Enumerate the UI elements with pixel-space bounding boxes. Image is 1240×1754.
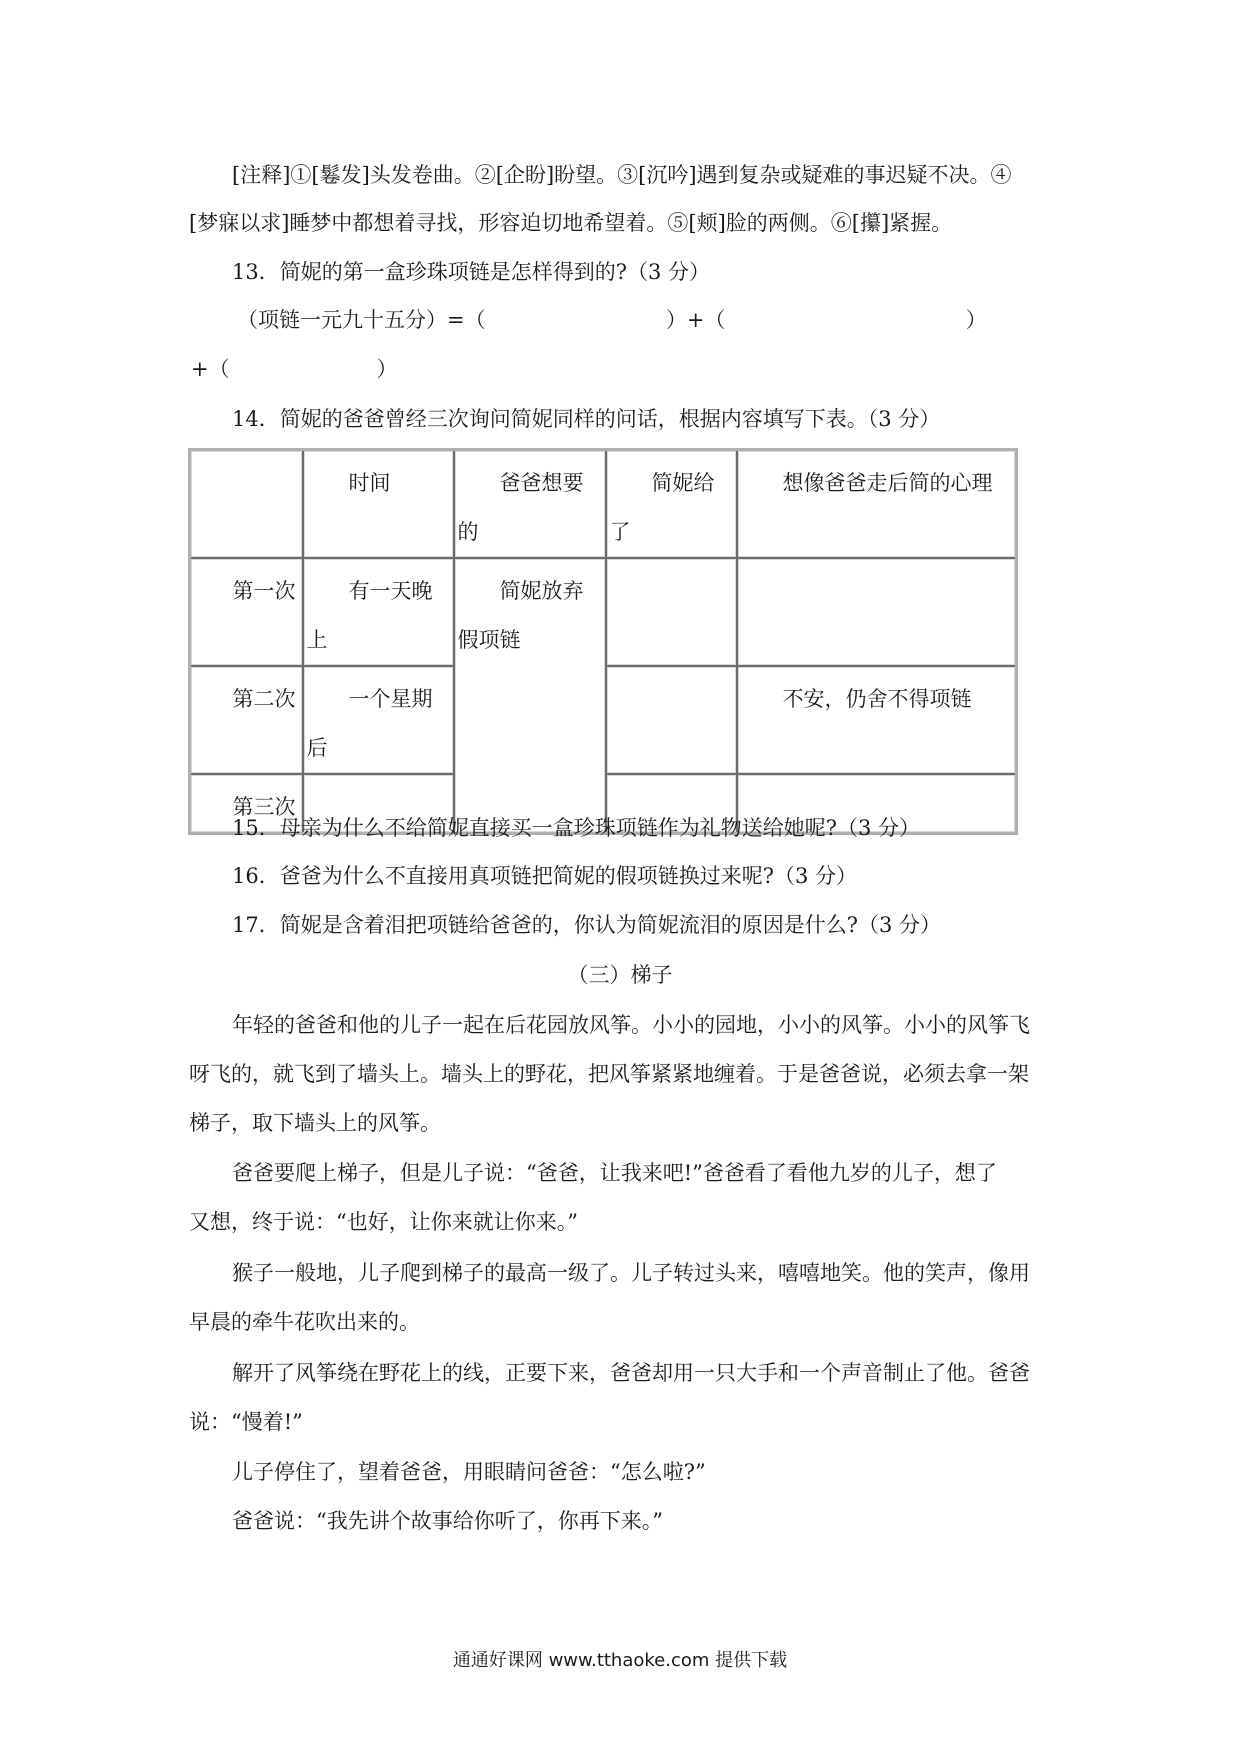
table-row-label: 第三次 xyxy=(190,774,303,834)
story-paragraph-4-cont: 说：“慢着!” xyxy=(189,1410,303,1434)
table-header-cell xyxy=(190,450,303,559)
table-cell: 不安，仍舍不得项链 xyxy=(737,666,1017,774)
table-header-row xyxy=(190,450,1017,559)
table-cell: 有一天晚上 xyxy=(303,558,454,666)
question-13-formula: （项链一元九十五分）=（ ）+（ ） xyxy=(237,308,987,332)
table-row-label: 第二次 xyxy=(190,666,303,774)
notes-line-1: [注释]①[鬈发]头发卷曲。②[企盼]盼望。③[沉吟]遇到复杂或疑难的事迟疑不决。④ xyxy=(232,163,1012,187)
story-paragraph-4: 解开了风筝绕在野花上的线，正要下来，爸爸却用一只大手和一个声音制止了他。爸爸 xyxy=(232,1361,1030,1385)
story-paragraph-3: 猴子一般地，儿子爬到梯子的最高一级了。儿子转过头来，嘻嘻地笑。他的笑声，像用 xyxy=(232,1261,1030,1285)
table-row-label: 第一次 xyxy=(190,558,303,666)
table-header-cell: 想像爸爸走后简的心理 xyxy=(737,450,1017,559)
table-cell xyxy=(606,666,737,774)
table-header-cell: 时间 xyxy=(303,450,454,559)
answer-table xyxy=(188,448,1018,835)
question-14: 14．简妮的爸爸曾经三次询问简妮同样的问话，根据内容填写下表。（3 分） xyxy=(232,407,941,431)
story-paragraph-1-cont: 梯子，取下墙头上的风筝。 xyxy=(189,1111,441,1135)
table-header-cell: 简妮给了 xyxy=(606,450,737,559)
page-footer: 通通好课网 www.tthaoke.com 提供下载 xyxy=(452,1650,788,1671)
table-cell: 一个星期后 xyxy=(303,666,454,774)
table-cell xyxy=(737,558,1017,666)
table-cell xyxy=(606,558,737,666)
story-paragraph-1: 年轻的爸爸和他的儿子一起在后花园放风筝。小小的园地，小小的风筝。小小的风筝飞 xyxy=(232,1013,1030,1037)
table-row xyxy=(190,558,1017,666)
notes-line-2: [梦寐以求]睡梦中都想着寻找，形容迫切地希望着。⑤[颊]脸的两侧。⑥[攥]紧握。 xyxy=(189,211,953,235)
section-title: （三）梯子 xyxy=(567,963,673,987)
story-paragraph-3-cont: 早晨的牵牛花吹出来的。 xyxy=(189,1310,420,1334)
question-17: 17．简妮是含着泪把项链给爸爸的，你认为简妮流泪的原因是什么?（3 分） xyxy=(232,913,942,937)
story-paragraph-1-cont: 呀飞的，就飞到了墙头上。墙头上的野花，把风筝紧紧地缠着。于是爸爸说，必须去拿一架 xyxy=(189,1062,1029,1086)
table-header-cell: 爸爸想要的 xyxy=(454,450,606,559)
story-paragraph-2-cont: 又想，终于说：“也好，让你来就让你来。” xyxy=(189,1210,578,1234)
question-16: 16．爸爸为什么不直接用真项链把简妮的假项链换过来呢?（3 分） xyxy=(232,864,858,888)
question-15: 15．母亲为什么不给简妮直接买一盒珍珠项链作为礼物送给她呢?（3 分） xyxy=(232,816,921,840)
question-13: 13．简妮的第一盒珍珠项链是怎样得到的?（3 分） xyxy=(232,260,711,284)
table-cell: 简妮放弃假项链 xyxy=(454,558,606,834)
story-paragraph-5: 儿子停住了，望着爸爸，用眼睛问爸爸：“怎么啦?” xyxy=(232,1460,706,1484)
question-13-formula-cont: +（ ） xyxy=(191,357,398,381)
story-paragraph-6: 爸爸说：“我先讲个故事给你听了，你再下来。” xyxy=(232,1509,663,1533)
story-paragraph-2: 爸爸要爬上梯子，但是儿子说：“爸爸，让我来吧!”爸爸看了看他九岁的儿子，想了 xyxy=(232,1161,997,1185)
